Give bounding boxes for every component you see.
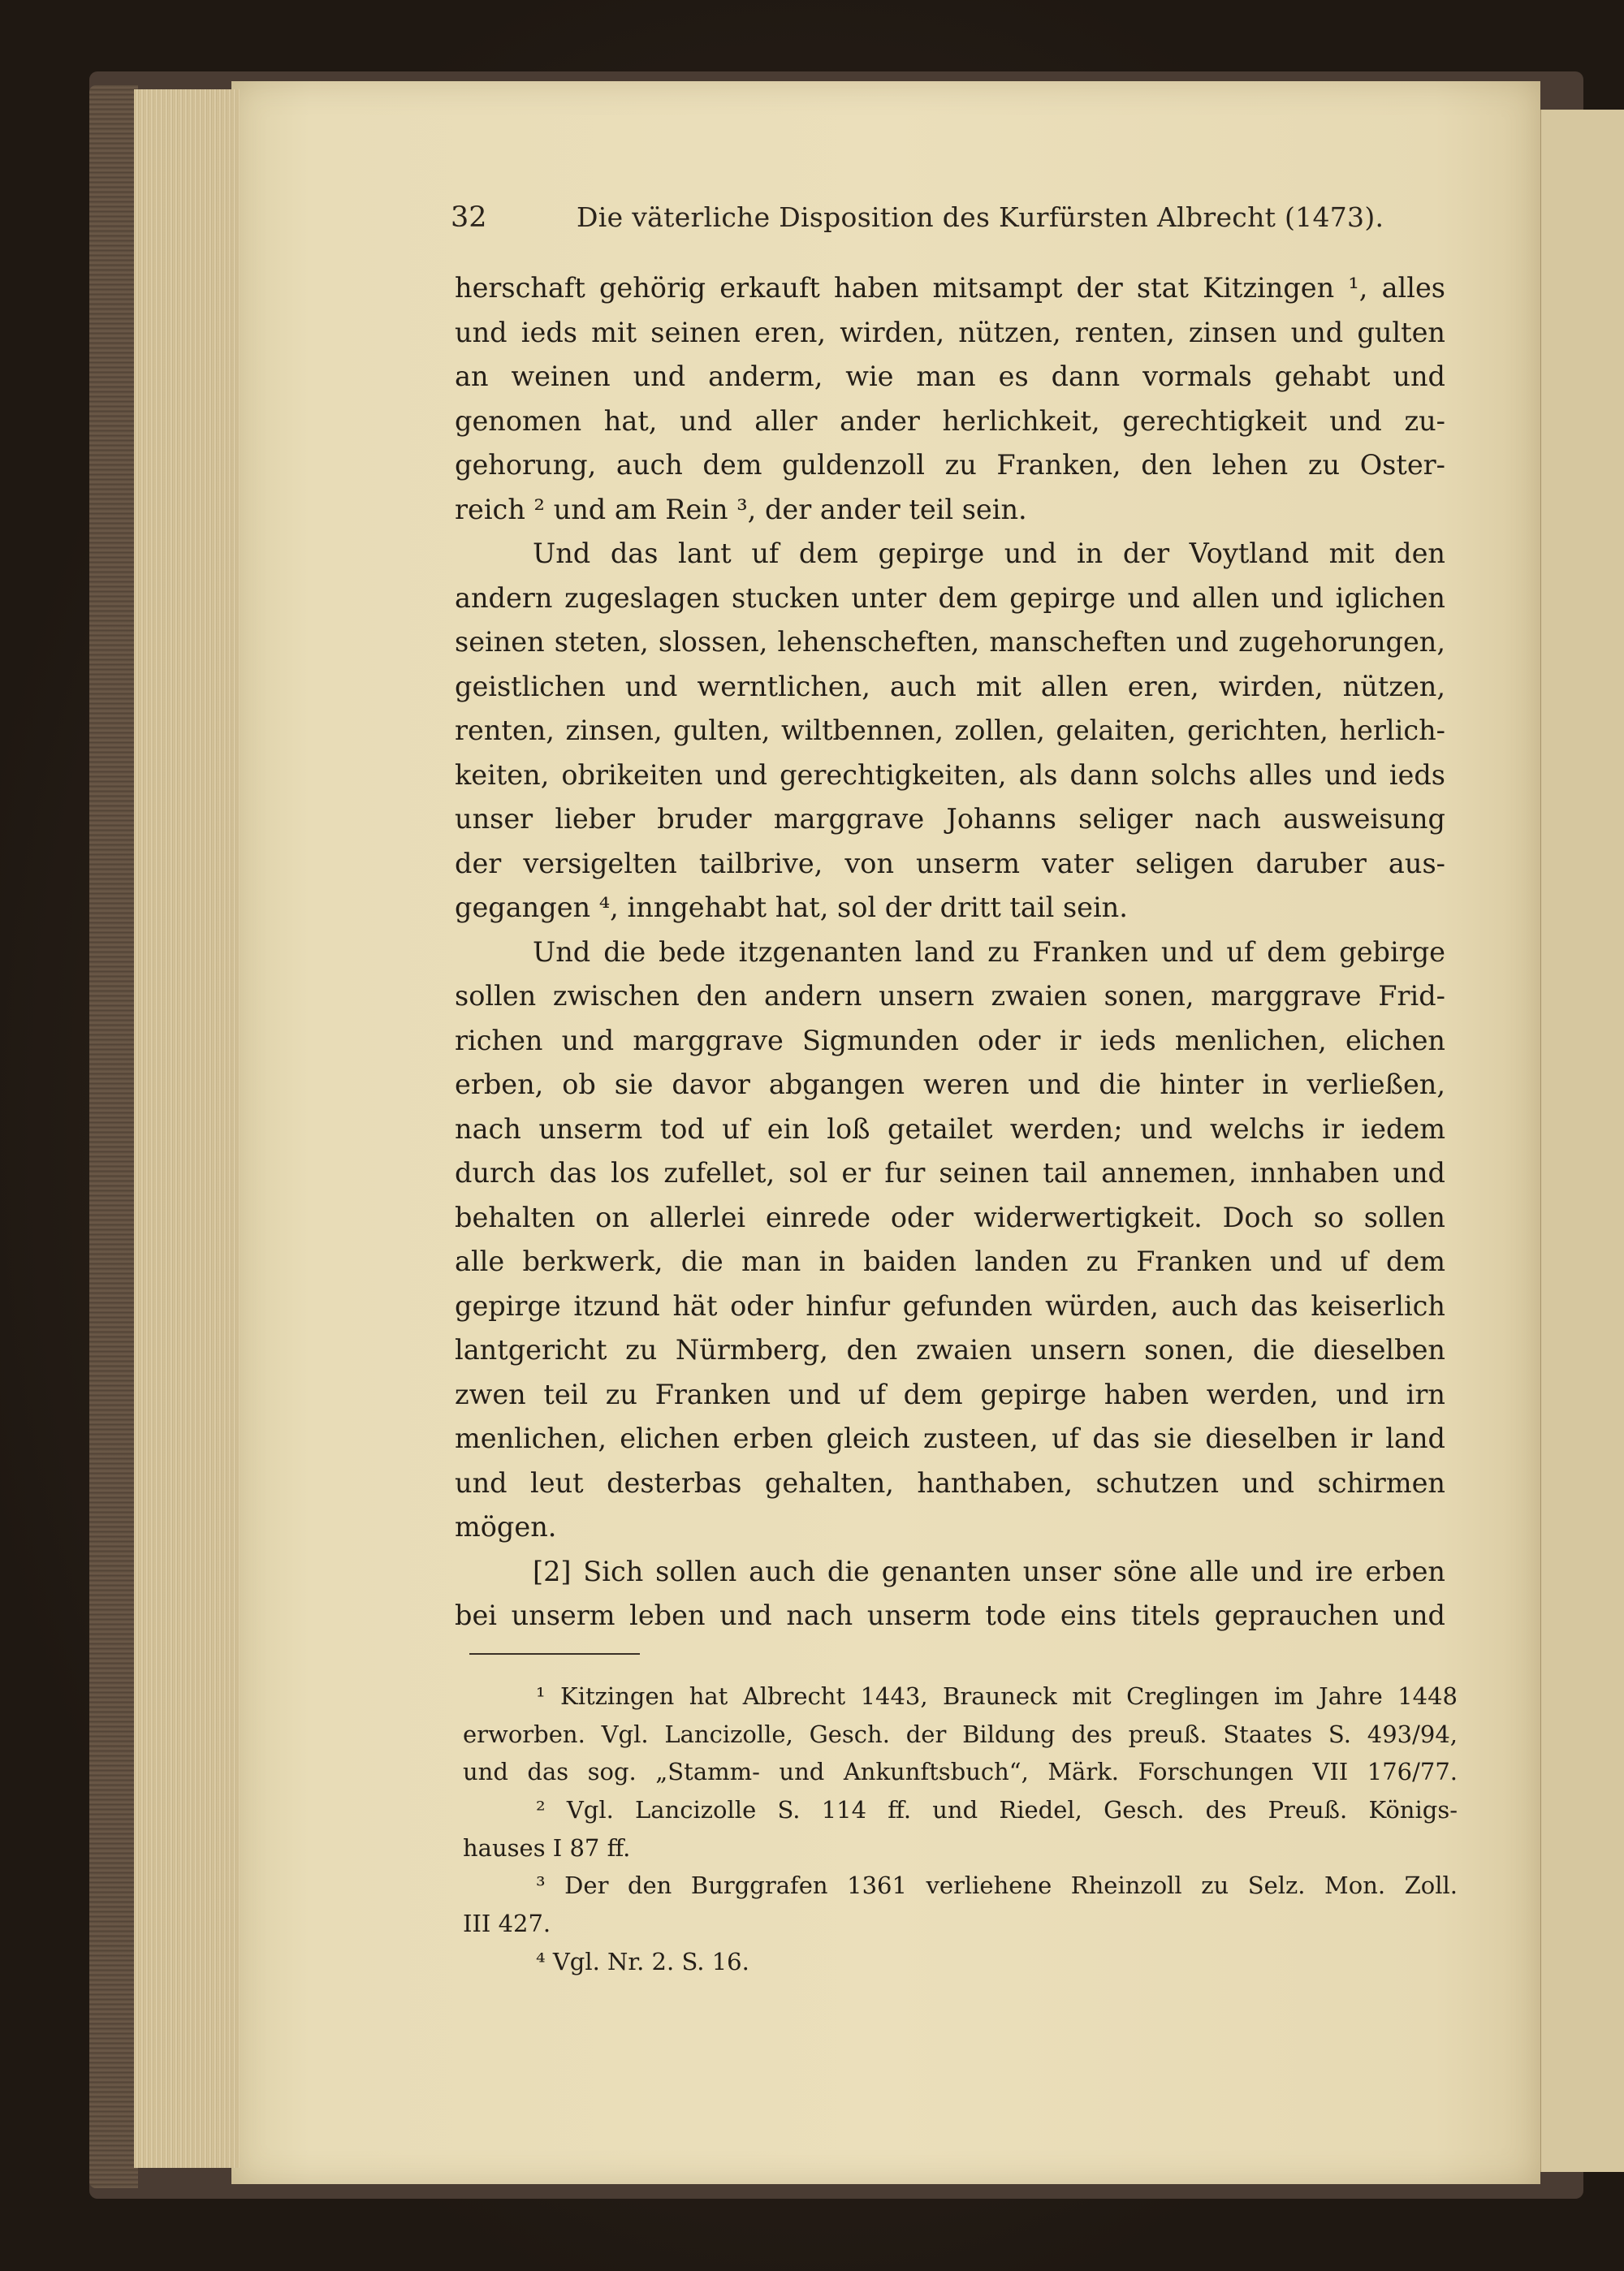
footnote-line: ² Vgl. Lancizolle S. 114 ff. und Riedel, Gesch. des Preuß. Königs- — [536, 1796, 1458, 1824]
text-line: und ieds mit seinen eren, wirden, nützen, renten, zinsen und gulten — [455, 316, 1445, 348]
text-line: nach unserm tod uf ein loß getailet werden; und welchs ir iedem — [455, 1112, 1445, 1145]
text-line: renten, zinsen, gulten, wiltbennen, zollen, gelaiten, gerichten, herlich- — [455, 715, 1445, 746]
text-line: alle berkwerk, die man in baiden landen zu Franken und uf dem — [455, 1246, 1445, 1277]
text-line: zwen teil zu Franken und uf dem gepirge haben werden, und irn — [455, 1378, 1445, 1410]
footnote-line: ⁴ Vgl. Nr. 2. S. 16. — [536, 1947, 749, 1975]
footnote-line: erworben. Vgl. Lancizolle, Gesch. der Bildung des preuß. Staates S. 493/94, — [463, 1720, 1458, 1748]
facing-page-edge — [1539, 110, 1624, 2172]
footnotes — [463, 1677, 1458, 1981]
page-stack-edges — [134, 89, 240, 2168]
text-line: geistlichen und werntlichen, auch mit allen eren, wirden, nützen, — [455, 670, 1445, 702]
text-line: bei unserm leben und nach unserm tode eins titels geprauchen und — [455, 1600, 1445, 1631]
text-line: lantgericht zu Nürmberg, den zwaien unsern sonen, die dieselben — [455, 1334, 1445, 1366]
text-line: reich ² und am Rein ³, der ander teil sein. — [455, 493, 1027, 525]
text-line: sollen zwischen den andern unsern zwaien sonen, marggrave Frid- — [455, 980, 1445, 1012]
text-line: an weinen und anderm, wie man es dann vormals gehabt und — [455, 361, 1445, 392]
page-header — [451, 201, 1466, 242]
text-line: gepirge itzund hät oder hinfur gefunden würden, auch das keiserlich — [455, 1289, 1445, 1322]
footnote-rule — [469, 1653, 640, 1655]
running-title: Die väterliche Disposition des Kurfürsten Albrecht (1473). — [577, 201, 1384, 233]
text-line: herschaft gehörig erkauft haben mitsampt der stat Kitzingen ¹, alles — [455, 272, 1445, 304]
book-spine-edge — [89, 85, 138, 2188]
text-line: seinen steten, slossen, lehenscheften, manscheften und zugehorungen, — [455, 626, 1445, 658]
text-line: gegangen ⁴, inngehabt hat, sol der dritt tail sein. — [455, 892, 1128, 923]
text-line: richen und marggrave Sigmunden oder ir ieds menlichen, elichen — [455, 1024, 1445, 1056]
text-line: Und die bede itzgenanten land zu Franken und uf dem gebirge — [533, 935, 1445, 968]
text-line: unser lieber bruder marggrave Johanns seliger nach ausweisung — [455, 803, 1445, 835]
text-line: gehorung, auch dem guldenzoll zu Franken, den lehen zu Oster- — [455, 449, 1445, 481]
text-line: andern zugeslagen stucken unter dem gepirge und allen und iglichen — [455, 581, 1445, 614]
body-text — [455, 266, 1445, 1638]
footnote-line: ³ Der den Burggrafen 1361 verliehene Rheinzoll zu Selz. Mon. Zoll. — [536, 1872, 1458, 1900]
text-line: menlichen, elichen erben gleich zusteen, uf das sie dieselben ir land — [455, 1423, 1445, 1454]
text-line: keiten, obrikeiten und gerechtigkeiten, als dann solchs alles und ieds — [455, 758, 1445, 791]
page-number: 32 — [451, 201, 487, 234]
footnote-line: hauses I 87 ff. — [463, 1833, 631, 1862]
text-line: Und das lant uf dem gepirge und in der Voytland mit den — [533, 538, 1445, 569]
text-line: [2] Sich sollen auch die genanten unser söne alle und ire erben — [533, 1555, 1445, 1587]
text-line: behalten on allerlei einrede oder widerwertigkeit. Doch so sollen — [455, 1201, 1445, 1233]
text-line: erben, ob sie davor abgangen weren und die hinter in verließen, — [455, 1069, 1445, 1100]
text-line: mögen. — [455, 1511, 557, 1543]
text-line: und leut desterbas gehalten, hanthaben, schutzen und schirmen — [455, 1466, 1445, 1499]
footnote-line: ¹ Kitzingen hat Albrecht 1443, Brauneck mit Creglingen im Jahre 1448 — [536, 1682, 1458, 1710]
text-line: durch das los zufellet, sol er fur seinen tail annemen, innhaben und — [455, 1157, 1445, 1189]
footnote-line: und das sog. „Stamm- und Ankunftsbuch“, Märk. Forschungen VII 176/77. — [463, 1758, 1458, 1786]
footnote-line: III 427. — [463, 1910, 551, 1938]
text-line: genomen hat, und aller ander herlichkeit, gerechtigkeit und zu- — [455, 404, 1445, 437]
text-line: der versigelten tailbrive, von unserm vater seligen daruber aus- — [455, 847, 1445, 879]
